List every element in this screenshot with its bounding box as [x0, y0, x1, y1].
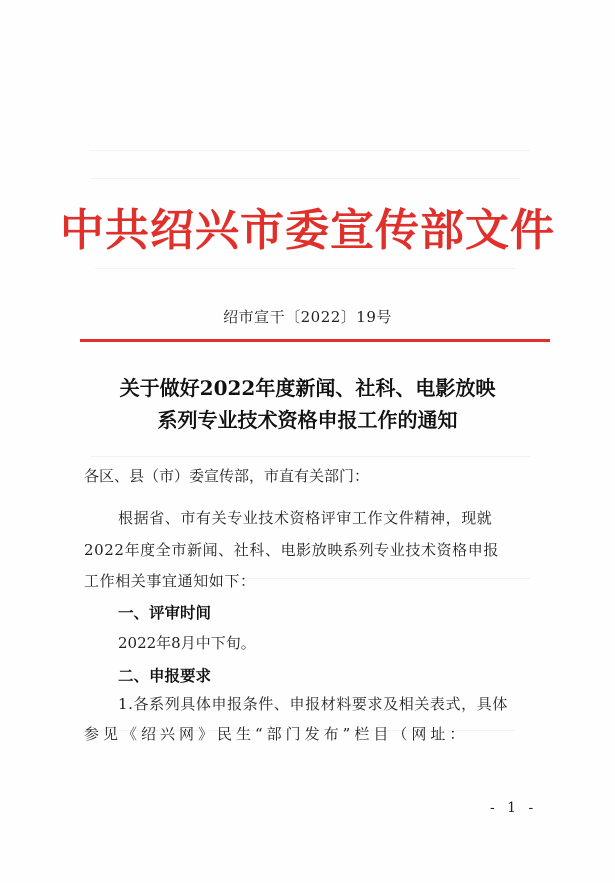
paper-texture — [90, 178, 520, 179]
document-header-title: 中共绍兴市委宣传部文件 — [60, 205, 555, 256]
document-number: 绍市宣干〔2022〕19号 — [223, 308, 392, 326]
section-heading-requirements: 二、申报要求 — [118, 667, 212, 685]
paper-texture — [90, 456, 530, 457]
intro-paragraph-line-2: 2022年度全市新闻、社科、电影放映系列专业技术资格申报 — [84, 541, 499, 559]
paper-texture — [95, 268, 515, 269]
section-text-review-time: 2022年8月中下旬。 — [118, 634, 256, 652]
requirement-item-1-line-2: 参见《绍兴网》民生“部门发布”栏目（网址： — [84, 725, 469, 743]
paper-texture — [90, 150, 530, 151]
section-heading-review-time: 一、评审时间 — [118, 604, 212, 622]
page-number: - 1 - — [490, 800, 538, 816]
intro-paragraph-line-1: 根据省、市有关专业技术资格评审工作文件精神，现就 — [118, 509, 493, 527]
requirement-item-1-line-1: 1.各系列具体申报条件、申报材料要求及相关表式，具体 — [118, 695, 508, 713]
notice-title-line-1: 关于做好2022年度新闻、社科、电影放映 — [119, 376, 496, 400]
salutation: 各区、县（市）委宣传部，市直有关部门： — [84, 467, 370, 485]
intro-paragraph-line-3: 工作相关事宜通知如下： — [84, 572, 256, 590]
header-divider — [80, 339, 550, 342]
notice-title-line-2: 系列专业技术资格申报工作的通知 — [157, 408, 458, 432]
